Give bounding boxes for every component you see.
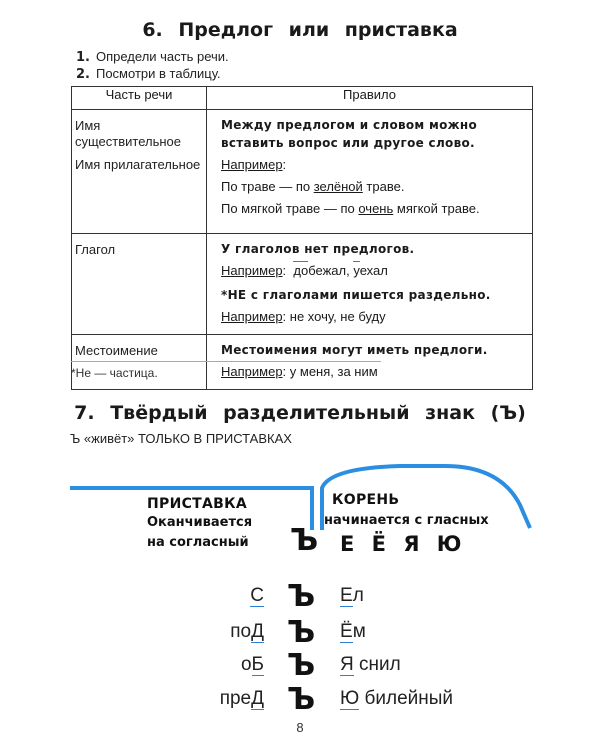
rule-text: Между предлогом и словом можно вставить вопрос или другое слово. [221,118,478,150]
word-row: поД Ъ Ём [230,615,366,650]
prefix-desc-1: Оканчивается [147,515,253,530]
task-2: 2. Посмотри в таблицу. [76,66,221,82]
word-row: оБ Ъ Я снил [240,648,401,683]
example-label: Например [221,157,283,172]
footnote: *Не — частица. [71,366,158,380]
root-label: КОРЕНЬ [332,492,400,508]
section-7-title: 7. Твёрдый разделительный знак (Ъ) [74,402,526,424]
table-row: Имя существительное Имя прилагательное Между предлогом и словом можно вставить вопрос или другое слово. Например: По траве — по зелёной траве. По мягкой траве — по очень мягкой траве. [72,110,533,234]
page-number: 8 [296,720,304,735]
hard-sign-rule: Ъ «живёт» ТОЛЬКО В ПРИСТАВКАХ [70,431,292,446]
col-header-part-of-speech: Часть речи [72,87,207,110]
example-line: Например: добежал, уехал [221,263,388,278]
pos-adjective: Имя прилагательное [75,157,201,172]
word-row: С Ъ Ел [250,579,364,614]
pos-noun: Имя существительное [75,118,182,149]
rule-text: У глаголов нет предлогов. [221,242,415,256]
col-header-rule: Правило [207,87,533,110]
root-desc: начинается с гласных [324,513,489,528]
pos-pronoun: Местоимение [75,343,158,358]
example-line: Например: не хочу, не буду [221,309,386,324]
example-line: Например: у меня, за ним [221,364,378,379]
section-6-title: 6. Предлог или приставка [142,19,458,41]
word-row: преД Ъ Ю билейный [219,682,454,717]
example-line: По мягкой траве — по очень мягкой траве. [221,201,480,216]
prefix-desc-2: на согласный [147,535,249,550]
pos-verb: Глагол [75,242,116,257]
hard-sign: Ъ [290,523,319,558]
root-vowels: Е Ё Я Ю [340,532,462,556]
prefix-label: ПРИСТАВКА [147,496,248,512]
example-line: По траве — по зелёной траве. [221,179,405,194]
rule-text: Местоимения могут иметь предлоги. [221,343,488,357]
task-1: 1. Определи часть речи. [76,49,229,65]
rule-text: *НЕ с глаголами пишется раздельно. [221,288,491,302]
